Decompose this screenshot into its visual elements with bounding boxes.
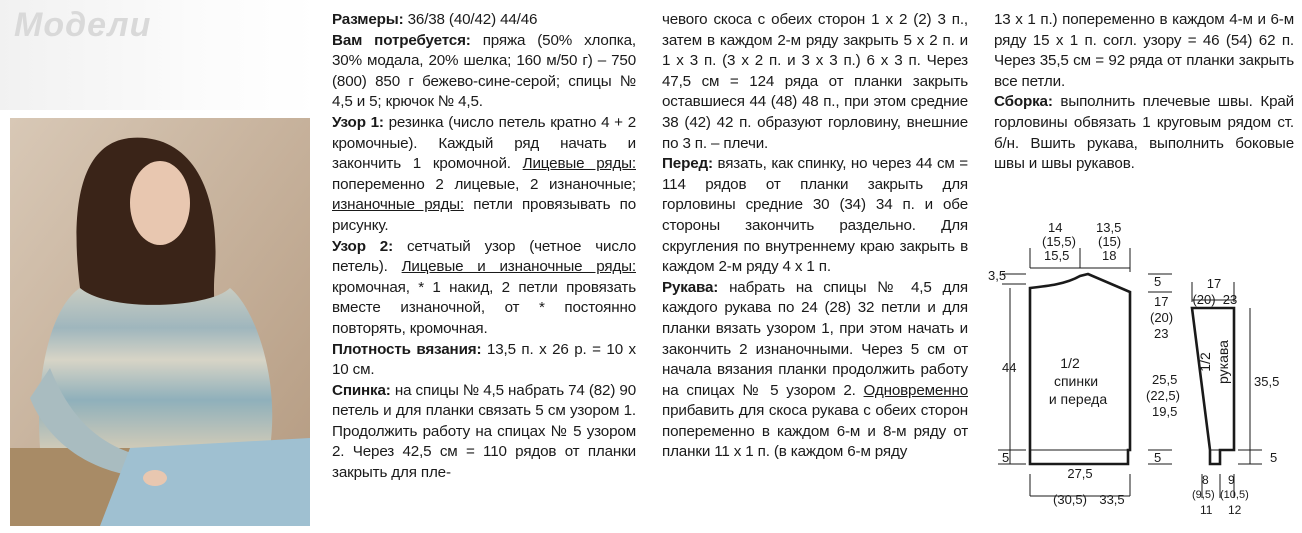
- cuff-left-3: 11: [1200, 503, 1213, 517]
- paragraph-assembly: Сборка: выполнить плечевые швы. Край горловины обвязать 1 круговым рядом ст. б/н. Вшить рукава, выполнить боковые швы и швы рукавов.: [994, 93, 1294, 173]
- top-left-3: 15,5: [1044, 248, 1070, 263]
- right-23: 23: [1154, 326, 1169, 341]
- paragraph-sleeves-cont: 13 х 1 п.) попеременно в каждом 4-м и 6-м ряду 15 х 1 п. согл. узору = 46 (54) 62 п. Через 35,5 см = 92 ряда от планки закрыть все петли.: [994, 11, 1294, 90]
- top-right-3: 18: [1102, 248, 1117, 263]
- paragraph-pattern-1: Узор 1: резинка (число петель кратно 4 + 2 кромочные). Каждый ряд начать и закончить 1 кромочной. Лицевые ряды: попеременно 2 лицевые, 2 изнаночные; изнаночные ряды: петли провязывать по рисунку.: [332, 113, 637, 234]
- top-left-1: 14: [1048, 220, 1063, 235]
- body-label-3: и переда: [1048, 391, 1108, 407]
- bottom-2: (30,5): [1053, 492, 1087, 507]
- faded-title: Модели: [14, 6, 152, 44]
- paragraph-sleeves: Рукава: набрать на спицы № 4,5 для каждого рукава по 24 (28) 32 петли и для планки вязать узором 1, при этом начать и закончить 2 изнаночными. Через 5 см от начала вязания планки продолжить работу на спицах № 5 узором 2. Одновременно прибавить для скоса рукава с обеих сторон попеременно в каждом 6-м и 8-м ряду от планки 11 х 1 п. (в каждом 6-м ряду: [662, 278, 968, 461]
- top-right-1: 13,5: [1096, 220, 1122, 235]
- paragraph-materials: Вам потребуется: пряжа (50% хлопка, 30% модала, 20% шелка; 160 м/50 г) – 750 (800) 850 г бежево-сине-серой; спицы № 4,5 и 5; крючок № 4,5.: [332, 31, 636, 111]
- sleeve-hem: 5: [1270, 450, 1278, 465]
- right-25: 25,5: [1152, 372, 1178, 387]
- sleeve-top-1: 17: [1206, 276, 1222, 291]
- sleeve-top-3: 23: [1222, 292, 1238, 307]
- paragraph-pattern-2: Узор 2: сетчатый узор (четное число петель). Лицевые и изнаночные ряды: кромочная, * 1 накид, 2 петли провязать вместе изнаночной, от * постоянно повторять, кромочная.: [332, 237, 636, 337]
- bottom-1: 27,5: [1067, 466, 1093, 481]
- cuff-right-3: 12: [1228, 503, 1242, 517]
- model-photo: [10, 118, 310, 526]
- pattern-schematic: [988, 212, 1300, 528]
- sleeve-top-2: (20): [1192, 292, 1216, 307]
- top-right-2: (15): [1098, 234, 1122, 249]
- paragraph-front: Перед: вязать, как спинку, но через 44 см = 114 рядов от планки закрыть для горловины средние 30 (34) 34 п. и обе стороны закончить раздельно. Для скругления по внутреннему краю закрыть в каждом 2-м ряду 4 х 1 п.: [662, 155, 968, 276]
- text-column-3: [994, 10, 1294, 175]
- body-label-2: спинки: [1053, 373, 1099, 389]
- paragraph-sizes: Размеры: 36/38 (40/42) 44/46: [332, 11, 538, 28]
- paragraph-back: Спинка: на спицы № 4,5 набрать 74 (82) 90 петель и для планки связать 5 см узором 1. Продолжить работу на спицах № 5 узором 2. Через 42,5 см = 110 рядов от планки закрыть для пле-: [332, 381, 636, 482]
- cuff-left-1: 8: [1202, 473, 1209, 487]
- right-20: (20): [1150, 310, 1174, 325]
- paragraph-back-cont: чевого скоса с обеих сторон 1 х 2 (2) 3 п., затем в каждом 2-м ряду закрыть 5 х 2 п. и 1 х 3 п. (3 х 2 п. и 3 х 3 п.) 6 х 3 п. Через 47,5 см = 124 ряда от планки закрыть оставшиеся 44 (48) 48 п., при этом средние 38 (42) 42 п. образуют горловину, внешние по 3 п. – плечи.: [662, 11, 968, 152]
- right-19: 19,5: [1152, 404, 1178, 419]
- body-outline: [1030, 274, 1130, 464]
- height-left: 44: [1002, 360, 1017, 375]
- cuff-right-2: (10,5): [1220, 489, 1249, 501]
- top-left-2: (15,5): [1042, 234, 1076, 249]
- body-label-1: 1/2: [1060, 355, 1080, 371]
- right-17: 17: [1154, 294, 1169, 309]
- cuff-left-2: (9,5): [1192, 489, 1215, 501]
- shoulder-drop: 3,5: [988, 268, 1007, 283]
- bottom-3: 33,5: [1099, 492, 1125, 507]
- right-top-1: 5: [1154, 274, 1162, 289]
- text-column-2: [662, 10, 968, 463]
- cuff-right-1: 9: [1228, 473, 1235, 487]
- photo-column: [0, 0, 318, 532]
- faded-header: [0, 0, 318, 110]
- hem-left: 5: [1002, 450, 1010, 465]
- right-22: (22,5): [1146, 388, 1180, 403]
- sleeve-label-2: рукава: [1215, 340, 1231, 384]
- text-column-1: [332, 10, 636, 484]
- sleeve-label-1: 1/2: [1197, 352, 1213, 372]
- sleeve-outline: [1192, 308, 1234, 464]
- right-hem: 5: [1154, 450, 1162, 465]
- sleeve-height: 35,5: [1254, 374, 1280, 389]
- paragraph-density: Плотность вязания: 13,5 п. х 26 р. = 10 х 10 см.: [332, 340, 636, 379]
